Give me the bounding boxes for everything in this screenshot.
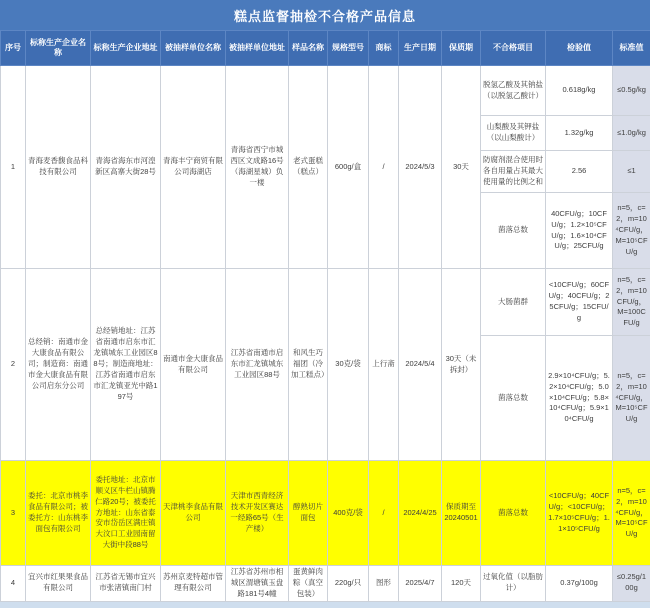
cell-shelf-life: 30天（未拆封）: [442, 269, 481, 461]
cell-sampled-unit-address: 天津市西青经济技术开发区赛达一经路65号（生产楼）: [226, 461, 289, 566]
column-header-12: 标准值: [613, 31, 650, 66]
column-header-7: 商标: [369, 31, 399, 66]
cell-producer: 青海麦香馥食品科技有限公司: [26, 66, 91, 269]
inspection-table: [0, 30, 650, 602]
cell-sampled-unit-address: 青海省西宁市城西区文成路16号（海湖星城）负一楼: [226, 66, 289, 269]
cell-sampled-unit-address: 江苏省南通市启东市汇龙镇城东工业园区88号: [226, 269, 289, 461]
table-row: [1, 269, 650, 336]
bottom-strip: [0, 602, 650, 608]
cell-brand: /: [369, 461, 399, 566]
column-header-8: 生产日期: [399, 31, 442, 66]
cell-standard-value: n=5，c=2，m=10⁴CFU/g，M=10⁵CFU/g: [613, 193, 650, 269]
cell-shelf-life: 120天: [442, 566, 481, 602]
cell-failed-item: 山梨酸及其钾盐（以山梨酸计）: [481, 116, 546, 151]
header-row: [1, 31, 650, 66]
table-row: [1, 66, 650, 116]
cell-test-value: 2.9×10⁴CFU/g；5.2×10⁴CFU/g；5.0×10⁴CFU/g；5.8×10⁴CFU/g；5.9×10⁴CFU/g: [546, 336, 613, 461]
cell-no: 1: [1, 66, 26, 269]
cell-sampled-unit: 青海丰宁商贸有限公司海湖店: [161, 66, 226, 269]
cell-failed-item: 脱氢乙酸及其钠盐（以脱氢乙酸计）: [481, 66, 546, 116]
cell-producer: 宜兴市红果果食品有限公司: [26, 566, 91, 602]
cell-sampled-unit: 天津桃李食品有限公司: [161, 461, 226, 566]
cell-brand: 上行斋: [369, 269, 399, 461]
cell-test-value: 0.618g/kg: [546, 66, 613, 116]
page-title: 糕点监督抽检不合格产品信息: [0, 0, 650, 30]
cell-producer-address: 江苏省无锡市宜兴市张渚镇南门村: [91, 566, 161, 602]
column-header-11: 检验值: [546, 31, 613, 66]
cell-standard-value: ≤0.25g/100g: [613, 566, 650, 602]
cell-standard-value: ≤1: [613, 151, 650, 193]
cell-spec: 600g/盒: [328, 66, 369, 269]
cell-producer-address: 青海省海东市河湟新区高寨大街28号: [91, 66, 161, 269]
cell-sample-name: 蛋黄鲜肉粽（真空包装）: [289, 566, 328, 602]
cell-standard-value: ≤0.5g/kg: [613, 66, 650, 116]
cell-failed-item: 菌落总数: [481, 193, 546, 269]
cell-no: 3: [1, 461, 26, 566]
column-header-10: 不合格项目: [481, 31, 546, 66]
column-header-4: 被抽样单位地址: [226, 31, 289, 66]
cell-sample-name: 和风生巧福团（冷加工糕点）: [289, 269, 328, 461]
cell-spec: 220g/只: [328, 566, 369, 602]
cell-production-date: 2024/4/25: [399, 461, 442, 566]
cell-failed-item: 大肠菌群: [481, 269, 546, 336]
cell-shelf-life: 保质期至20240501: [442, 461, 481, 566]
column-header-6: 规格型号: [328, 31, 369, 66]
cell-sampled-unit-address: 江苏省苏州市相城区渭塘镇玉盘路181号4幢: [226, 566, 289, 602]
cell-sampled-unit: 苏州京麦特超市管理有限公司: [161, 566, 226, 602]
cell-producer: 委托：北京市桃李食品有限公司；被委托方：山东桃李面包有限公司: [26, 461, 91, 566]
cell-producer-address: 总经销地址：江苏省南通市启东市汇龙镇城东工业园区88号；制造商地址：江苏省南通市启东市汇龙镇亚光中路197号: [91, 269, 161, 461]
cell-sample-name: 老式蛋糕（糕点）: [289, 66, 328, 269]
cell-test-value: 1.32g/kg: [546, 116, 613, 151]
cell-producer-address: 委托地址：北京市顺义区牛栏山镇腾仁路20号；被委托方地址：山东省泰安市岱岳区满庄镇大汶口工业园南留大街中段88号: [91, 461, 161, 566]
column-header-2: 标称生产企业地址: [91, 31, 161, 66]
cell-shelf-life: 30天: [442, 66, 481, 269]
cell-production-date: 2024/5/3: [399, 66, 442, 269]
column-header-5: 样品名称: [289, 31, 328, 66]
cell-test-value: <10CFU/g；40CFU/g；<10CFU/g；1.7×10⁵CFU/g；1.1×10⁵CFU/g: [546, 461, 613, 566]
cell-failed-item: 菌落总数: [481, 461, 546, 566]
cell-standard-value: n=5，c=2，m=10⁴CFU/g，M=10⁵CFU/g: [613, 336, 650, 461]
cell-test-value: <10CFU/g；60CFU/g；40CFU/g；25CFU/g；15CFU/g: [546, 269, 613, 336]
cell-test-value: 2.56: [546, 151, 613, 193]
table-row: [1, 461, 650, 566]
cell-test-value: 0.37g/100g: [546, 566, 613, 602]
cell-failed-item: 菌落总数: [481, 336, 546, 461]
cell-no: 2: [1, 269, 26, 461]
cell-failed-item: 过氧化值（以脂肪计）: [481, 566, 546, 602]
cell-standard-value: ≤1.0g/kg: [613, 116, 650, 151]
cell-sampled-unit: 南通市金大康食品有限公司: [161, 269, 226, 461]
cell-standard-value: n=5，c=2，m=10⁴CFU/g，M=10⁵CFU/g: [613, 461, 650, 566]
cell-test-value: 40CFU/g；10CFU/g；1.2×10⁵CFU/g；1.6×10⁴CFU/g；25CFU/g: [546, 193, 613, 269]
cell-standard-value: n=5，c=2，m=10CFU/g，M=100CFU/g: [613, 269, 650, 336]
cell-production-date: 2025/4/7: [399, 566, 442, 602]
cell-sample-name: 醇熟切片面包: [289, 461, 328, 566]
column-header-1: 标称生产企业名称: [26, 31, 91, 66]
cell-failed-item: 防腐剂混合使用时各自用量占其最大使用量的比例之和: [481, 151, 546, 193]
table-row: [1, 566, 650, 602]
cell-brand: /: [369, 66, 399, 269]
column-header-0: 序号: [1, 31, 26, 66]
cell-production-date: 2024/5/4: [399, 269, 442, 461]
cell-no: 4: [1, 566, 26, 602]
cell-spec: 400克/袋: [328, 461, 369, 566]
cell-brand: 图形: [369, 566, 399, 602]
table-body: [1, 66, 650, 602]
column-header-9: 保质期: [442, 31, 481, 66]
cell-producer: 总经销：南通市金大康食品有限公司；制造商：南通市金大康食品有限公司启东分公司: [26, 269, 91, 461]
column-header-3: 被抽样单位名称: [161, 31, 226, 66]
cell-spec: 30克/袋: [328, 269, 369, 461]
